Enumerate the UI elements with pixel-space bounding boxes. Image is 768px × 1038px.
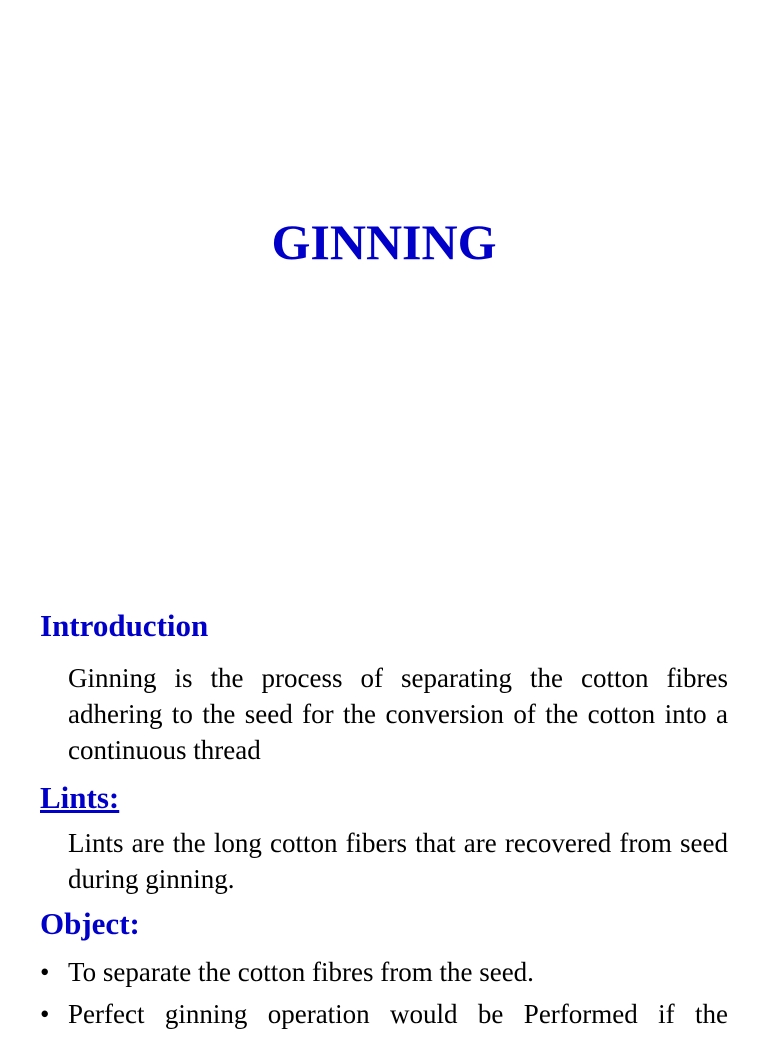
- object-bullet-list: [40, 954, 728, 1038]
- lints-heading: Lints:: [40, 780, 120, 815]
- bullet-text: Perfect ginning operation would be Performed if the: [68, 999, 728, 1029]
- list-item: [40, 954, 728, 990]
- object-heading: Object:: [40, 906, 140, 941]
- lints-paragraph: Lints are the long cotton fibers that are recovered from seed during ginning.: [68, 828, 728, 894]
- introduction-paragraph: Ginning is the process of separating the cotton fibres adhering to the seed for the conversion of the cotton into a continuous thread: [68, 663, 728, 765]
- bullet-text: To separate the cotton fibres from the seed.: [68, 957, 534, 987]
- introduction-heading: Introduction: [40, 608, 209, 643]
- bullet-icon: •: [40, 999, 50, 1029]
- page-title: GINNING: [271, 214, 497, 270]
- bullet-icon: •: [40, 957, 50, 987]
- list-item: [40, 996, 728, 1032]
